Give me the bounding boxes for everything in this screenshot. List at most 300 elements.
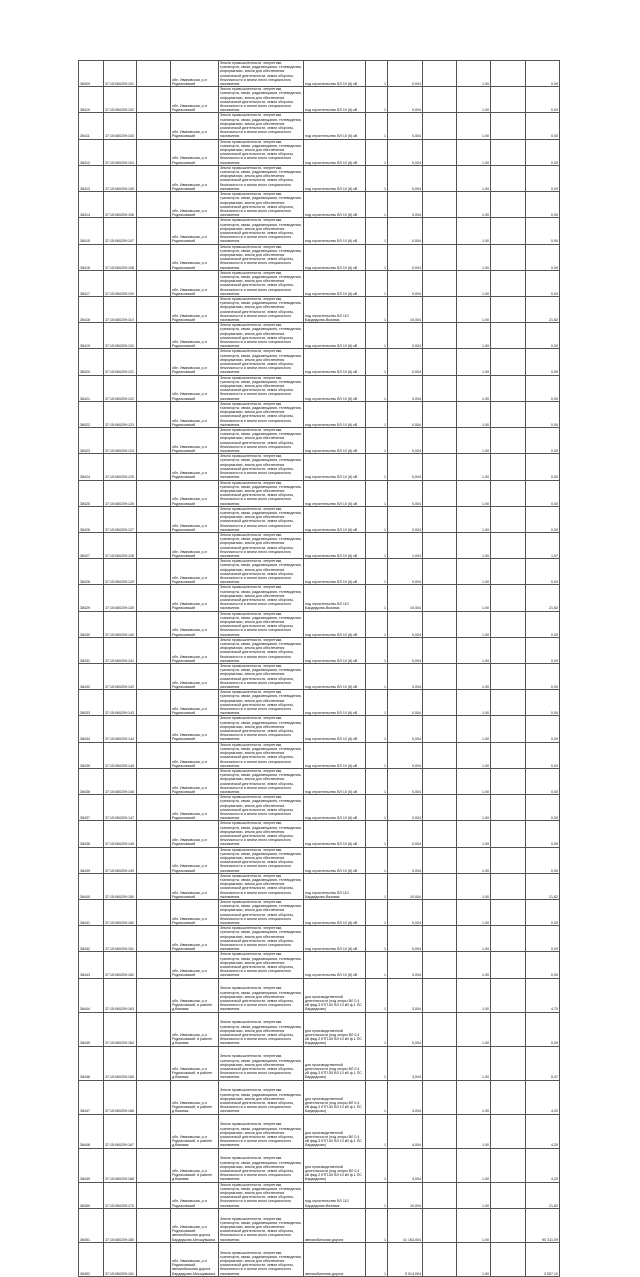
cadastral-number: 37:15:060209:140: [104, 611, 137, 637]
row-number: 38418: [79, 296, 104, 322]
row-number: 38437: [79, 795, 104, 821]
coefficient: 1,00: [457, 1148, 491, 1182]
quantity: 1: [366, 664, 388, 690]
quantity: 1: [366, 716, 388, 742]
blank-cell: [423, 401, 457, 427]
area: 0,004: [388, 113, 423, 139]
blank-cell: [137, 795, 171, 821]
coefficient: 1,00: [457, 1080, 491, 1114]
quantity: 1: [366, 1080, 388, 1114]
owner-address: обл. Ивановская, р-н Родниковский: [171, 323, 219, 349]
quantity: 1: [366, 1046, 388, 1080]
owner-address: обл. Ивановская, р-н Родниковский, автомобильная дорога Бардедково-Месшувшика: [171, 1208, 219, 1242]
value: 0,00: [526, 428, 560, 454]
blank-cell: [423, 349, 457, 375]
blank-cell: [137, 401, 171, 427]
row-number: 38423: [79, 428, 104, 454]
blank-cell: [137, 349, 171, 375]
land-category: Земли промышленности, энергетики, транспорта, связи, радиовещания, телевидения, информатики, земли для обеспечения космической деятельности, земли обороны, безопасности и земли иного специального назначения: [220, 349, 302, 375]
land-category: Земли промышленности, энергетики, транспорта, связи, радиовещания, телевидения, информатики, земли для обеспечения космической деятельности, земли обороны, безопасности и земли иного специального назначения: [220, 480, 302, 506]
blank-cell: [491, 532, 526, 558]
value: 0,00: [526, 349, 560, 375]
blank-cell: [491, 454, 526, 480]
cadastral-number: 37:15:060209:141: [104, 637, 137, 663]
row-number: 38447: [79, 1080, 104, 1114]
cadastral-number: 37:15:060209:127: [104, 506, 137, 532]
table-row: [79, 1242, 560, 1276]
value: 0,00: [526, 690, 560, 716]
value: 0,00: [526, 768, 560, 794]
blank-cell: [423, 1080, 457, 1114]
permitted-use: под строительство ВЛ 10 (6) кВ: [304, 716, 366, 742]
value: 0,00: [526, 1012, 560, 1046]
cadastral-number: 37:15:060209:165: [104, 1046, 137, 1080]
owner-address: обл. Ивановская, р-н Родниковский: [171, 795, 219, 821]
land-category: Земли промышленности, энергетики, транспорта, связи, радиовещания, телевидения, информатики, земли для обеспечения космической деятельности, земли обороны, безопасности и земли иного специального назначения: [220, 637, 302, 663]
table-row: [79, 900, 560, 926]
blank-cell: [491, 1208, 526, 1242]
blank-cell: [137, 1012, 171, 1046]
quantity: 1: [366, 192, 388, 218]
quantity: 1: [366, 480, 388, 506]
blank-cell: [491, 113, 526, 139]
blank-cell: [491, 821, 526, 847]
value: 21,82: [526, 296, 560, 322]
blank-cell: [491, 323, 526, 349]
table-row: [79, 1208, 560, 1242]
permitted-use: под строительство ВЛ 110 Бардедково-Вязовик: [304, 873, 366, 899]
area: 0,004: [388, 165, 423, 191]
owner-address: обл. Ивановская, р-н Родниковский: [171, 218, 219, 244]
cadastral-number: 37:15:060209:126: [104, 480, 137, 506]
owner-address: обл. Ивановская, р-н Родниковский: [171, 690, 219, 716]
coefficient: 1,00: [457, 637, 491, 663]
area: 0,004: [388, 690, 423, 716]
quantity: 1: [366, 1114, 388, 1148]
permitted-use: под строительство ВЛ 10 (6) кВ: [304, 742, 366, 768]
blank-cell: [423, 716, 457, 742]
blank-cell: [423, 1208, 457, 1242]
land-category: Земли промышленности, энергетики, транспорта, связи, радиовещания, телевидения, информатики, земли для обеспечения космической деятельности, земли обороны, безопасности и земли иного специального назначения: [219, 1012, 304, 1046]
cadastral-number: 37:15:060209:142: [104, 664, 137, 690]
cadastral-number: 37:15:060209:170: [104, 1182, 137, 1208]
table-row: [79, 716, 560, 742]
cadastral-number: 37:15:060209:105: [104, 165, 137, 191]
land-category: Земли промышленности, энергетики, транспорта, связи, радиовещания, телевидения, информатики, земли для обеспечения космической деятельности, земли обороны, безопасности и земли иного специального назначения: [220, 139, 302, 165]
blank-cell: [491, 1114, 526, 1148]
value: 21,82: [526, 585, 560, 611]
blank-cell: [137, 61, 171, 87]
blank-cell: [423, 480, 457, 506]
owner-address: обл. Ивановская, р-н Родниковский: [171, 270, 219, 296]
area: 0,004: [388, 454, 423, 480]
area: 0,004: [388, 821, 423, 847]
blank-cell: [423, 952, 457, 978]
permitted-use: под строительство ВЛ 10 (6) кВ: [304, 480, 366, 506]
land-category: Земли промышленности, энергетики, транспорта, связи, радиовещания, телевидения, информатики, земли для обеспечения космической деятельности, земли обороны, безопасности и земли иного специального назначения: [220, 375, 302, 401]
quantity: 1: [366, 139, 388, 165]
area: 0,004: [388, 401, 423, 427]
land-category: Земли промышленности, энергетики, транспорта, связи, радиовещания, телевидения, информатики, земли для обеспечения космической деятельности, земли обороны, безопасности и земли иного специального назначения: [220, 218, 302, 244]
land-category: Земли промышленности, энергетики, транспорта, связи, радиовещания, телевидения, информатики, земли для обеспечения космической деятельности, земли обороны, безопасности и земли иного специального назначения: [220, 428, 302, 454]
owner-address: обл. Ивановская, р-н Родниковский: [171, 900, 219, 926]
area: 0,004: [388, 244, 423, 270]
row-number: 38427: [79, 532, 104, 558]
coefficient: 1,00: [457, 559, 491, 585]
table-row: [79, 690, 560, 716]
area: 0,004: [388, 192, 423, 218]
owner-address: обл. Ивановская, р-н Родниковский: [171, 87, 219, 113]
quantity: 1: [366, 296, 388, 322]
blank-cell: [137, 323, 171, 349]
owner-address: обл. Ивановская, р-н Родниковский: [171, 768, 219, 794]
land-category: Земли промышленности, энергетики, транспорта, связи, радиовещания, телевидения, информатики, земли для обеспечения космической деятельности, земли обороны, безопасности и земли иного специального назначения: [220, 559, 302, 585]
coefficient: 1,00: [457, 1182, 491, 1208]
quantity: 1: [366, 1012, 388, 1046]
table-row: [79, 1046, 560, 1080]
value: 0,00: [526, 952, 560, 978]
coefficient: 1,00: [457, 428, 491, 454]
quantity: 1: [366, 532, 388, 558]
blank-cell: [423, 192, 457, 218]
quantity: 1: [366, 113, 388, 139]
quantity: 1: [366, 1182, 388, 1208]
cadastral-number: 37:15:060209:160: [104, 900, 137, 926]
owner-address: обл. Ивановская, р-н Родниковский: [171, 926, 219, 952]
table-row: [79, 87, 560, 113]
blank-cell: [491, 690, 526, 716]
land-category: Земли промышленности, энергетики, транспорта, связи, радиовещания, телевидения, информатики, земли для обеспечения космической деятельности, земли обороны, безопасности и земли иного специального назначения: [220, 270, 302, 296]
cadastral-number: 37:15:060209:123: [104, 401, 137, 427]
owner-address: обл. Ивановская, р-н Родниковский: [171, 401, 219, 427]
cadastral-number: 37:15:060209:122: [104, 375, 137, 401]
cadastral-number: 37:15:060209:109: [104, 270, 137, 296]
quantity: 1: [366, 611, 388, 637]
coefficient: 1,00: [457, 296, 491, 322]
cadastral-number: 37:15:060209:161: [104, 926, 137, 952]
blank-cell: [491, 847, 526, 873]
table-row: [79, 847, 560, 873]
owner-address: обл. Ивановская, р-н Родниковский: [171, 244, 219, 270]
coefficient: 1,00: [457, 978, 491, 1012]
area: 0,004: [388, 768, 423, 794]
row-number: 38439: [79, 847, 104, 873]
land-category: Земли промышленности, энергетики, транспорта, связи, радиовещания, телевидения, информатики, земли для обеспечения космической деятельности, земли обороны, безопасности и земли иного специального назначения: [220, 401, 302, 427]
cadastral-number: 37:15:060209:150: [104, 873, 137, 899]
blank-cell: [137, 1046, 171, 1080]
row-number: 38416: [79, 244, 104, 270]
value: 0,00: [526, 244, 560, 270]
blank-cell: [137, 664, 171, 690]
owner-address: обл. Ивановская, р-н Родниковский: [171, 165, 219, 191]
cadastral-number: 37:15:060209:107: [104, 218, 137, 244]
blank-cell: [423, 795, 457, 821]
coefficient: 1,00: [457, 1208, 491, 1242]
area: 0,004: [388, 559, 423, 585]
permitted-use: под строительство ВЛ 10 (6) кВ: [304, 664, 366, 690]
owner-address: обл. Ивановская, р-н Родниковский: [171, 139, 219, 165]
permitted-use: для производственной деятельности (под опоры ВЛ 0,4 кВ фид.3 КТП-50 ВЛ 10 кВ ф.1 ПС Бардедково): [304, 1012, 366, 1046]
cadastral-number: 37:15:060209:180: [104, 1208, 137, 1242]
land-category: Земли промышленности, энергетики, транспорта, связи, радиовещания, телевидения, информатики, земли для обеспечения космической деятельности, земли обороны, безопасности и земли иного специального назначения: [220, 821, 302, 847]
blank-cell: [423, 664, 457, 690]
row-number: 38445: [79, 1012, 104, 1046]
blank-cell: [137, 847, 171, 873]
row-number: 38424: [79, 454, 104, 480]
blank-cell: [137, 690, 171, 716]
permitted-use: под строительство ВЛ 10 (6) кВ: [304, 139, 366, 165]
blank-cell: [491, 139, 526, 165]
value: 0,00: [526, 454, 560, 480]
quantity: 1: [366, 165, 388, 191]
cadastral-number: 37:15:060209:104: [104, 139, 137, 165]
blank-cell: [491, 375, 526, 401]
table-row: [79, 559, 560, 585]
permitted-use: под строительство ВЛ 10 (6) кВ: [304, 532, 366, 558]
blank-cell: [137, 113, 171, 139]
blank-cell: [137, 637, 171, 663]
blank-cell: [137, 1182, 171, 1208]
area: 10,004: [388, 585, 423, 611]
blank-cell: [137, 139, 171, 165]
permitted-use: под строительство ВЛ 10 (6) кВ: [304, 113, 366, 139]
blank-cell: [423, 139, 457, 165]
row-number: 38421: [79, 375, 104, 401]
land-category: Земли промышленности, энергетики, транспорта, связи, радиовещания, телевидения, информатики, земли для обеспечения космической деятельности, земли обороны, безопасности и земли иного специального назначения: [220, 1182, 302, 1208]
blank-cell: [423, 113, 457, 139]
blank-cell: [491, 244, 526, 270]
quantity: 1: [366, 952, 388, 978]
land-category: Земли промышленности, энергетики, транспорта, связи, радиовещания, телевидения, информатики, земли для обеспечения космической деятельности, земли обороны, безопасности и земли иного специального назначения: [220, 532, 302, 558]
row-number: 38451: [79, 1208, 104, 1242]
table-row: [79, 454, 560, 480]
value: 0,00: [526, 192, 560, 218]
value: 0,00: [526, 664, 560, 690]
blank-cell: [423, 270, 457, 296]
coefficient: 1,00: [457, 768, 491, 794]
value: 0,00: [526, 270, 560, 296]
blank-cell: [137, 716, 171, 742]
row-number: 38442: [79, 926, 104, 952]
coefficient: 1,00: [457, 1012, 491, 1046]
table-row: [79, 61, 560, 87]
coefficient: 1,00: [457, 401, 491, 427]
area: 0,004: [388, 375, 423, 401]
quantity: 1: [366, 900, 388, 926]
blank-cell: [491, 978, 526, 1012]
owner-address: обл. Ивановская, р-н Родниковский: [171, 192, 219, 218]
land-category: Земли промышленности, энергетики, транспорта, связи, радиовещания, телевидения, информатики, земли для обеспечения космической деятельности, земли обороны, безопасности и земли иного специального назначения: [220, 165, 302, 191]
row-number: 38434: [79, 716, 104, 742]
table-row: [79, 165, 560, 191]
coefficient: 1,00: [457, 926, 491, 952]
row-number: 38429: [79, 585, 104, 611]
blank-cell: [491, 559, 526, 585]
area: 0,004: [388, 795, 423, 821]
quantity: 1: [366, 585, 388, 611]
cadastral-number: 37:15:060209:164: [104, 1012, 137, 1046]
land-category: Земли промышленности, энергетики, транспорта, связи, радиовещания, телевидения, информатики, земли для обеспечения космической деятельности, земли обороны, безопасности и земли иного специального назначения: [220, 664, 302, 690]
row-number: 38450: [79, 1182, 104, 1208]
value: 0,00: [526, 847, 560, 873]
blank-cell: [137, 165, 171, 191]
blank-cell: [423, 873, 457, 899]
blank-cell: [491, 1080, 526, 1114]
quantity: 1: [366, 742, 388, 768]
value: 21,82: [526, 873, 560, 899]
blank-cell: [137, 1080, 171, 1114]
land-category: Земли промышленности, энергетики, транспорта, связи, радиовещания, телевидения, информатики, земли для обеспечения космической деятельности, земли обороны, безопасности и земли иного специального назначения: [219, 1242, 304, 1276]
quantity: 1: [366, 270, 388, 296]
area: 0,004: [388, 480, 423, 506]
owner-address: обл. Ивановская, р-н Родниковский: [171, 375, 219, 401]
row-number: 38425: [79, 480, 104, 506]
land-category: Земли промышленности, энергетики, транспорта, связи, радиовещания, телевидения, информатики, земли для обеспечения космической деятельности, земли обороны, безопасности и земли иного специального назначения: [220, 926, 302, 952]
land-category: Земли промышленности, энергетики, транспорта, связи, радиовещания, телевидения, информатики, земли для обеспечения космической деятельности, земли обороны, безопасности и земли иного специального назначения: [220, 506, 302, 532]
row-number: 38414: [79, 192, 104, 218]
cadastral-number: 37:15:060209:144: [104, 716, 137, 742]
coefficient: 1,00: [457, 270, 491, 296]
value: 0,00: [526, 611, 560, 637]
blank-cell: [491, 349, 526, 375]
table-row: [79, 296, 560, 322]
table-row: [79, 323, 560, 349]
blank-cell: [423, 821, 457, 847]
permitted-use: для производственной деятельности (под опоры ВЛ 0,4 кВ фид.3 КТП-50 ВЛ 10 кВ ф.1 ПС Бардедково): [304, 1046, 366, 1080]
coefficient: 1,00: [457, 165, 491, 191]
cadastral-number: 37:15:060209:130: [104, 585, 137, 611]
quantity: 1: [366, 401, 388, 427]
blank-cell: [423, 428, 457, 454]
blank-cell: [491, 1046, 526, 1080]
row-number: 38409: [79, 61, 104, 87]
table-row: [79, 1148, 560, 1182]
cadastral-number: 37:15:060209:167: [104, 1114, 137, 1148]
permitted-use: под строительство ВЛ 10 (6) кВ: [304, 349, 366, 375]
table-row: [79, 1080, 560, 1114]
value: 0,00: [526, 87, 560, 113]
blank-cell: [137, 218, 171, 244]
land-category: Земли промышленности, энергетики, транспорта, связи, радиовещания, телевидения, информатики, земли для обеспечения космической деятельности, земли обороны, безопасности и земли иного специального назначения: [220, 454, 302, 480]
cadastral-number: 37:15:060209:101: [104, 61, 137, 87]
land-category: Земли промышленности, энергетики, транспорта, связи, радиовещания, телевидения, информатики, земли для обеспечения космической деятельности, земли обороны, безопасности и земли иного специального назначения: [220, 113, 302, 139]
area: 0,004: [388, 847, 423, 873]
table-row: [79, 611, 560, 637]
blank-cell: [423, 61, 457, 87]
blank-cell: [137, 454, 171, 480]
permitted-use: под строительство ВЛ 10 (6) кВ: [304, 926, 366, 952]
coefficient: 1,00: [457, 742, 491, 768]
coefficient: 1,00: [457, 244, 491, 270]
coefficient: 1,00: [457, 375, 491, 401]
land-category: Земли промышленности, энергетики, транспорта, связи, радиовещания, телевидения, информатики, земли для обеспечения космической деятельности, земли обороны, безопасности и земли иного специального назначения: [220, 768, 302, 794]
land-category: Земли промышленности, энергетики, транспорта, связи, радиовещания, телевидения, информатики, земли для обеспечения космической деятельности, земли обороны, безопасности и земли иного специального назначения: [220, 323, 302, 349]
value: 0,00: [526, 139, 560, 165]
row-number: 38438: [79, 821, 104, 847]
blank-cell: [423, 454, 457, 480]
area: 3,004: [388, 1046, 423, 1080]
value: 0,00: [526, 113, 560, 139]
cadastral-number: 37:15:060209:125: [104, 454, 137, 480]
permitted-use: под строительство ВЛ 10 (6) кВ: [304, 847, 366, 873]
row-number: 38441: [79, 900, 104, 926]
value: 0,00: [526, 900, 560, 926]
permitted-use: под строительство ВЛ 10 (6) кВ: [304, 323, 366, 349]
permitted-use: под строительство ВЛ 10 (6) кВ: [304, 375, 366, 401]
table-row: [79, 873, 560, 899]
coefficient: 1,00: [457, 585, 491, 611]
area: 0,004: [388, 270, 423, 296]
quantity: 1: [366, 1242, 388, 1276]
cadastral-number: 37:15:060209:148: [104, 821, 137, 847]
value: 0,00: [526, 61, 560, 87]
blank-cell: [137, 559, 171, 585]
area: 0,004: [388, 716, 423, 742]
quantity: 1: [366, 1148, 388, 1182]
area: 0,004: [388, 664, 423, 690]
table-row: [79, 139, 560, 165]
cadastral-number: 37:15:060209:168: [104, 1148, 137, 1182]
owner-address: обл. Ивановская, р-н Родниковский: [171, 847, 219, 873]
permitted-use: под строительство ВЛ 110 Бардедково-Вязовик: [304, 585, 366, 611]
row-number: 38446: [79, 1046, 104, 1080]
area: 0,004: [388, 637, 423, 663]
area: 10,004: [388, 1182, 423, 1208]
coefficient: 1,00: [457, 61, 491, 87]
quantity: 1: [366, 873, 388, 899]
value: 0,00: [526, 742, 560, 768]
quantity: 1: [366, 323, 388, 349]
blank-cell: [423, 1046, 457, 1080]
area: 4,004: [388, 1114, 423, 1148]
blank-cell: [491, 428, 526, 454]
owner-address: обл. Ивановская, р-н Родниковский: [171, 113, 219, 139]
owner-address: обл. Ивановская, р-н Родниковский, в районе д.Вязовик: [171, 978, 219, 1012]
permitted-use: под строительство ВЛ 10 (6) кВ: [304, 218, 366, 244]
area: 0,004: [388, 900, 423, 926]
blank-cell: [491, 926, 526, 952]
permitted-use: под строительство ВЛ 10 (6) кВ: [304, 952, 366, 978]
permitted-use: под строительство ВЛ 10 (6) кВ: [304, 506, 366, 532]
cadastral-number: 37:15:060209:146: [104, 768, 137, 794]
coefficient: 1,00: [457, 323, 491, 349]
coefficient: 1,00: [457, 952, 491, 978]
blank-cell: [491, 768, 526, 794]
land-category: Земли промышленности, энергетики, транспорта, связи, радиовещания, телевидения, информатики, земли для обеспечения космической деятельности, земли обороны, безопасности и земли иного специального назначения: [219, 1208, 304, 1242]
area: 0,004: [388, 428, 423, 454]
land-category: Земли промышленности, энергетики, транспорта, связи, радиовещания, телевидения, информатики, земли для обеспечения космической деятельности, земли обороны, безопасности и земли иного специального назначения: [220, 61, 302, 87]
coefficient: 1,00: [457, 480, 491, 506]
blank-cell: [491, 218, 526, 244]
row-number: 38440: [79, 873, 104, 899]
permitted-use: под строительство ВЛ 110 Бардедково-Вязовик: [304, 296, 366, 322]
quantity: 1: [366, 61, 388, 87]
table-row: [79, 978, 560, 1012]
quantity: 1: [366, 690, 388, 716]
blank-cell: [137, 611, 171, 637]
blank-cell: [137, 1242, 171, 1276]
quantity: 1: [366, 637, 388, 663]
blank-cell: [423, 532, 457, 558]
coefficient: 1,00: [457, 795, 491, 821]
owner-address: обл. Ивановская, р-н Родниковский: [171, 664, 219, 690]
owner-address: обл. Ивановская, р-н Родниковский: [171, 637, 219, 663]
value: 0,00: [526, 480, 560, 506]
value: 1,07: [526, 532, 560, 558]
blank-cell: [491, 480, 526, 506]
table-row: [79, 1114, 560, 1148]
blank-cell: [423, 244, 457, 270]
